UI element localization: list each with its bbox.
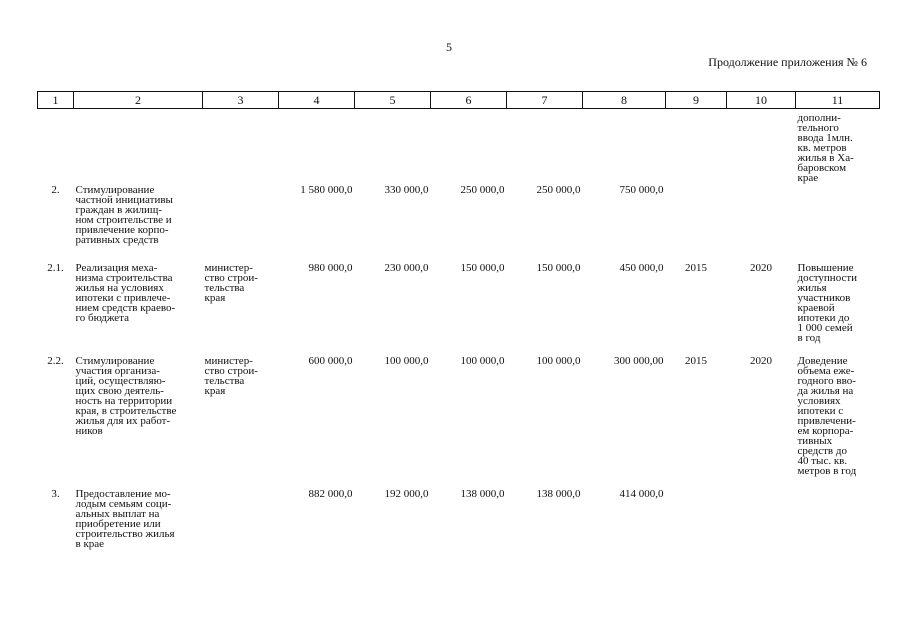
funding-col-8: 750 000,0 (619, 183, 664, 196)
end-year (727, 481, 796, 561)
measure-name (74, 109, 203, 185)
measure-name: Стимулирование участия организа- ций, осуществляю- щих свою деятель- ность на территории края, в строительстве жилья для их работ- ников (75, 354, 177, 437)
funding-col-8: 300 000,00 (614, 354, 664, 367)
header-cell: 10 (727, 92, 796, 109)
funding-col-8 (583, 109, 666, 185)
funding-col-5: 230 000,0 (384, 261, 429, 274)
end-year (727, 109, 796, 185)
funding-col-6: 150 000,0 (460, 261, 505, 274)
header-cell: 3 (203, 92, 279, 109)
start-year (666, 185, 727, 255)
table-row (38, 109, 880, 185)
start-year (666, 481, 727, 561)
measure-name: Реализация меха- низма строительства жилья на условиях ипотеки с привлече- нием средств краево- го бюджета (75, 261, 176, 324)
table-row (38, 481, 880, 561)
funding-col-6: 100 000,0 (460, 354, 505, 367)
funding-col-7: 138 000,0 (536, 487, 581, 500)
start-year: 2015 (685, 354, 707, 367)
funding-col-6: 250 000,0 (460, 183, 505, 196)
program-table (37, 91, 880, 561)
funding-total: 1 580 000,0 (300, 183, 353, 196)
executor: министер- ство строи- тельства края (204, 354, 258, 397)
header-cell: 2 (74, 92, 203, 109)
expected-result: Повышение доступности жилья участников краевой ипотеки до 1 000 семей в год (797, 261, 858, 344)
executor (203, 481, 279, 561)
expected-result (796, 481, 880, 561)
funding-col-7 (507, 109, 583, 185)
row-number (38, 109, 74, 185)
table-row (38, 348, 880, 481)
header-cell: 5 (355, 92, 431, 109)
expected-result: Доведение объема еже- годного вво- да жилья на условиях ипотеки с привлечени- ем корпора- тивных средств до 40 тыс. кв. метров в год (797, 354, 857, 477)
row-number: 2. (51, 183, 60, 196)
executor (203, 109, 279, 185)
executor: министер- ство строи- тельства края (204, 261, 258, 304)
header-cell: 4 (279, 92, 355, 109)
end-year: 2020 (750, 354, 772, 367)
funding-col-7: 100 000,0 (536, 354, 581, 367)
expected-result (796, 185, 880, 255)
header-cell: 7 (507, 92, 583, 109)
measure-name: Стимулирование частной инициативы граждан в жилищ- ном строительстве и привлечение корпо- ративных средств (75, 183, 173, 246)
funding-col-6: 138 000,0 (460, 487, 505, 500)
continuation-title: Продолжение приложения № 6 (708, 55, 867, 69)
funding-total (279, 109, 355, 185)
header-cell: 6 (431, 92, 507, 109)
header-cell: 1 (38, 92, 74, 109)
end-year (727, 185, 796, 255)
funding-col-5: 100 000,0 (384, 354, 429, 367)
funding-total: 980 000,0 (308, 261, 353, 274)
row-number: 2.2. (47, 354, 64, 367)
funding-col-7: 250 000,0 (536, 183, 581, 196)
funding-col-7: 150 000,0 (536, 261, 581, 274)
funding-col-5: 192 000,0 (384, 487, 429, 500)
header-cell: 11 (796, 92, 880, 109)
funding-col-8: 450 000,0 (619, 261, 664, 274)
funding-col-5 (355, 109, 431, 185)
page-number: 5 (446, 40, 452, 54)
executor (203, 185, 279, 255)
row-number: 2.1. (47, 261, 64, 274)
funding-col-6 (431, 109, 507, 185)
expected-result: дополни- тельного ввода 1млн. кв. метров жилья в Ха- баровском крае (797, 112, 854, 184)
funding-total: 600 000,0 (308, 354, 353, 367)
end-year: 2020 (750, 261, 772, 274)
header-row (38, 92, 880, 109)
start-year: 2015 (685, 261, 707, 274)
header-cell: 8 (583, 92, 666, 109)
measure-name: Предоставление мо- лодым семьям соци- альных выплат на приобретение или строительство жилья в крае (75, 487, 175, 550)
funding-total: 882 000,0 (308, 487, 353, 500)
row-number: 3. (51, 487, 60, 500)
table-row (38, 185, 880, 255)
table-row (38, 255, 880, 348)
header-cell: 9 (666, 92, 727, 109)
funding-col-5: 330 000,0 (384, 183, 429, 196)
funding-col-8: 414 000,0 (619, 487, 664, 500)
start-year (666, 109, 727, 185)
